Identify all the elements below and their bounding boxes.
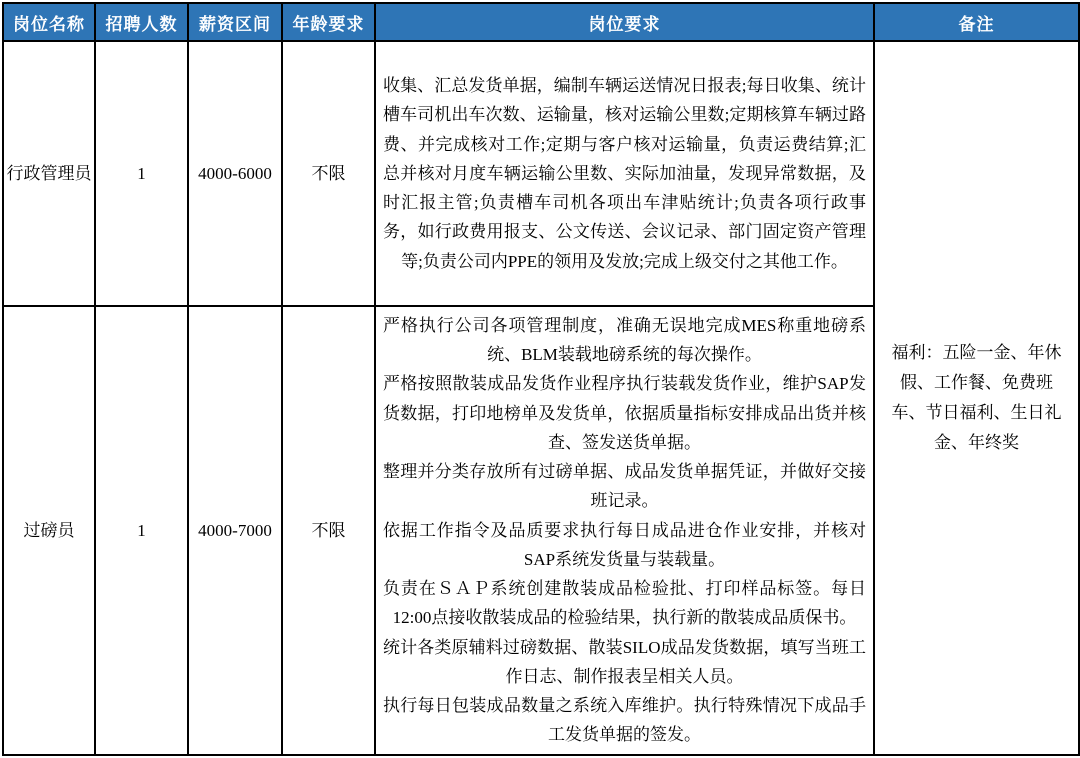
requirements-paragraph: 统计各类原辅料过磅数据、散装SILO成品发货数据，填写当班工作日志、制作报表呈相关人员。 [383, 637, 866, 686]
cell-salary: 4000-6000 [188, 41, 282, 306]
requirements-paragraph: 严格按照散装成品发货作业程序执行装载发货作业，维护SAP发货数据，打印地榜单及发货单，依据质量指标安排成品出货并核查、签发送货单据。 [383, 374, 866, 452]
cell-age: 不限 [282, 306, 375, 755]
header-headcount: 招聘人数 [95, 3, 188, 41]
header-remarks: 备注 [874, 3, 1079, 41]
cell-remarks-merged [874, 41, 1079, 755]
requirements-paragraph: 严格执行公司各项管理制度，准确无误地完成MES称重地磅系统、BLM装载地磅系统的每次操作。 [383, 316, 866, 365]
cell-position: 过磅员 [3, 306, 95, 755]
cell-headcount: 1 [95, 41, 188, 306]
requirements-paragraph: 执行每日包装成品数量之系统入库维护。执行特殊情况下成品手工发货单据的签发。 [383, 696, 866, 745]
table-body [3, 41, 1079, 755]
table-header [3, 3, 1079, 41]
requirements-paragraph: 负责在ＳＡＰ系统创建散装成品检验批、打印样品标签。每日12:00点接收散装成品的检验结果，执行新的散装成品质保书。 [383, 579, 866, 628]
cell-requirements [375, 41, 874, 306]
header-salary-range: 薪资区间 [188, 3, 282, 41]
cell-requirements [375, 306, 874, 755]
cell-position: 行政管理员 [3, 41, 95, 306]
cell-headcount: 1 [95, 306, 188, 755]
requirements-paragraph: 依据工作指令及品质要求执行每日成品进仓作业安排，并核对SAP系统发货量与装载量。 [383, 520, 866, 569]
header-position: 岗位名称 [3, 3, 95, 41]
requirements-paragraph: 收集、汇总发货单据，编制车辆运送情况日报表;每日收集、统计槽车司机出车次数、运输量，核对运输公里数;定期核算车辆过路费、并完成核对工作;定期与客户核对运输量，负责运费结算;汇总并核对月度车辆运输公里数、实际加油量，发现异常数据，及时汇报主管;负责槽车司机各项出车津贴统计;负责各项行政事务，如行政费用报支、公文传送、会议记录、部门固定资产管理等;负责公司内PPE的领用及发放;完成上级交付之其他工作。 [383, 76, 866, 271]
table-row-admin [3, 41, 1079, 306]
header-age-requirement: 年龄要求 [282, 3, 375, 41]
remarks-text: 福利：五险一金、年休假、工作餐、免费班车、节日福利、生日礼金、年终奖 [891, 343, 1062, 452]
cell-salary: 4000-7000 [188, 306, 282, 755]
header-row [3, 3, 1079, 41]
job-postings-table [2, 2, 1080, 756]
requirements-paragraph: 整理并分类存放所有过磅单据、成品发货单据凭证，并做好交接班记录。 [383, 462, 866, 511]
cell-age: 不限 [282, 41, 375, 306]
header-job-requirements: 岗位要求 [375, 3, 874, 41]
